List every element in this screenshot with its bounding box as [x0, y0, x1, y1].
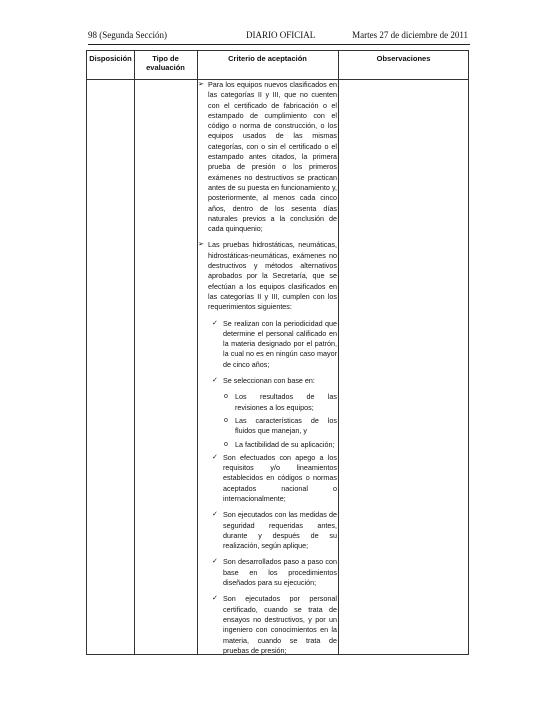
- criteria-cell: [195, 80, 337, 662]
- criteria-text: Son ejecutados con las medidas de seguridad requeridas antes, durante y después de su realización, según aplique;: [223, 510, 337, 551]
- checkmark-bullet-icon: ✓: [212, 377, 218, 385]
- arrow-bullet-icon: ➢: [198, 241, 204, 249]
- publication-date: Martes 27 de diciembre de 2011: [352, 30, 468, 40]
- criteria-subsubitem: [195, 440, 337, 450]
- criteria-text: Son desarrollados paso a paso con base en los procedimientos diseñados para su ejecución;: [223, 557, 337, 588]
- criteria-subitem: [195, 594, 337, 656]
- criteria-text: Las características de los fluidos que manejan, y: [235, 415, 337, 436]
- criteria-text: Las pruebas hidrostáticas, neumáticas, hidrostáticas-neumáticas, exámenes no destructivos y métodos alternativos aprobados por la Secretaría, que se efectúan a los equipos clasificados en las categorías II y III, cumplen con los requerimientos siguientes:: [208, 240, 337, 312]
- criteria-subitem: [195, 557, 337, 588]
- column-header-tipo-evaluacion: Tipo de evaluación: [146, 54, 185, 72]
- column-header-disposicion: Disposición: [89, 54, 132, 63]
- criteria-subsubitem: [195, 416, 337, 437]
- criteria-subitem: [195, 376, 337, 386]
- circle-bullet-icon: o: [224, 393, 228, 401]
- column-header-observaciones: Observaciones: [376, 54, 431, 63]
- circle-bullet-icon: o: [224, 416, 228, 424]
- circle-bullet-icon: o: [224, 440, 228, 448]
- column-divider: [338, 51, 339, 654]
- criteria-table: [86, 50, 469, 655]
- criteria-item: [195, 80, 337, 234]
- publication-title: DIARIO OFICIAL: [246, 30, 316, 40]
- checkmark-bullet-icon: ✓: [212, 453, 218, 461]
- criteria-subitem: [195, 453, 337, 504]
- page-number-section: 98 (Segunda Sección): [88, 30, 167, 40]
- checkmark-bullet-icon: ✓: [212, 319, 218, 327]
- column-divider: [134, 51, 135, 654]
- criteria-text: Para los equipos nuevos clasificados en las categorías II y III, que no cuenten con el certificado de fabricación o el estampado de cumplimiento con el código o norma de construcción, o los equipos usados de las mismas categorías, con o sin el certificado o el estampado antes citados, la primera prueba de presión o los primeros exámenes no destructivos se practican antes de su puesta en funcionamiento y, posteriormente, al menos cada cinco años, dentro de los sesenta días naturales previos a la conclusión de cada quinquenio;: [208, 80, 337, 234]
- criteria-subitem: [195, 319, 337, 370]
- criteria-text: Los resultados de las revisiones a los equipos;: [235, 392, 337, 412]
- criteria-text: La factibilidad de su aplicación;: [235, 439, 335, 449]
- criteria-text: Se seleccionan con base en:: [223, 376, 315, 386]
- page-header: [88, 30, 470, 43]
- checkmark-bullet-icon: ✓: [212, 511, 218, 519]
- criteria-subsubitem: [195, 392, 337, 413]
- checkmark-bullet-icon: ✓: [212, 595, 218, 603]
- criteria-item: [195, 240, 337, 312]
- criteria-subitem: [195, 510, 337, 551]
- header-rule: [88, 44, 470, 45]
- column-header-criterio: Criterio de aceptación: [228, 54, 307, 63]
- criteria-text: Son ejecutados por personal certificado, cuando se trata de ensayos no destructivos, y por un ingeniero con conocimientos en la materia, cuando se trata de pruebas de presión;: [223, 594, 337, 655]
- checkmark-bullet-icon: ✓: [212, 558, 218, 566]
- criteria-text: Son efectuados con apego a los requisitos y/o lineamientos establecidos en códigos o normas aceptados nacional o internacionalmente;: [223, 452, 337, 503]
- criteria-text: Se realizan con la periodicidad que determine el personal calificado en la materia designado por el patrón, la cual no es en ningún caso mayor de cinco años;: [223, 318, 337, 369]
- arrow-bullet-icon: ➢: [198, 81, 204, 88]
